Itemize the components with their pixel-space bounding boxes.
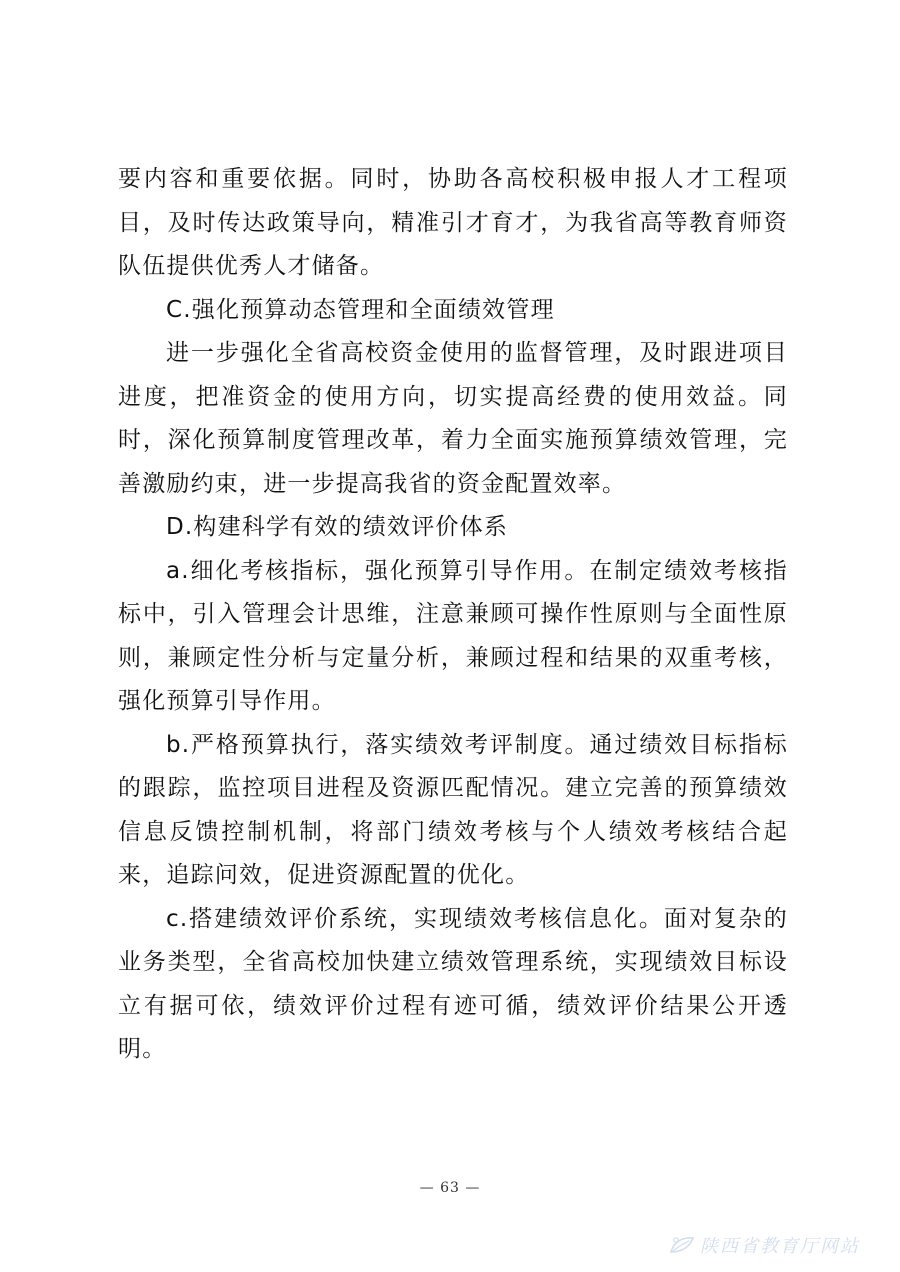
paragraph-a: a.细化考核指标，强化预算引导作用。在制定绩效考核指标中，引入管理会计思维，注意兼顾可操作性原则与全面性原则，兼顾定性分析与定量分析，兼顾过程和结果的双重考核，强化预算引导作用。	[118, 557, 788, 714]
watermark	[668, 1232, 860, 1258]
paragraph-b: b.严格预算执行，落实绩效考评制度。通过绩效目标指标的跟踪，监控项目进程及资源匹配情况。建立完善的预算绩效信息反馈控制机制，将部门绩效考核与个人绩效考核结合起来，追踪问效，促进资源配置的优化。	[118, 731, 788, 888]
paragraph-c: c.搭建绩效评价系统，实现绩效考核信息化。面对复杂的业务类型，全省高校加快建立绩效管理系统，实现绩效目标设立有据可依，绩效评价过程有迹可循，绩效评价结果公开透明。	[118, 905, 788, 1062]
leaf-logo-icon	[668, 1234, 696, 1256]
page-number: — 63 —	[419, 1180, 481, 1196]
paragraph-3: 进一步强化全省高校资金使用的监督管理，及时跟进项目进度，把准资金的使用方向，切实提高经费的使用效益。同时，深化预算制度管理改革，着力全面实施预算绩效管理，完善激励约束，进一步提高我省的资金配置效率。	[118, 340, 788, 497]
heading-d: D.构建科学有效的绩效评价体系	[166, 514, 509, 540]
paragraph-1: 要内容和重要依据。同时，协助各高校积极申报人才工程项目，及时传达政策导向，精准引才育才，为我省高等教育师资队伍提供优秀人才储备。	[118, 166, 788, 279]
heading-c: C.强化预算动态管理和全面绩效管理	[166, 296, 555, 323]
watermark-text: 陕西省教育厅网站	[700, 1236, 860, 1257]
document-body	[118, 158, 788, 1072]
